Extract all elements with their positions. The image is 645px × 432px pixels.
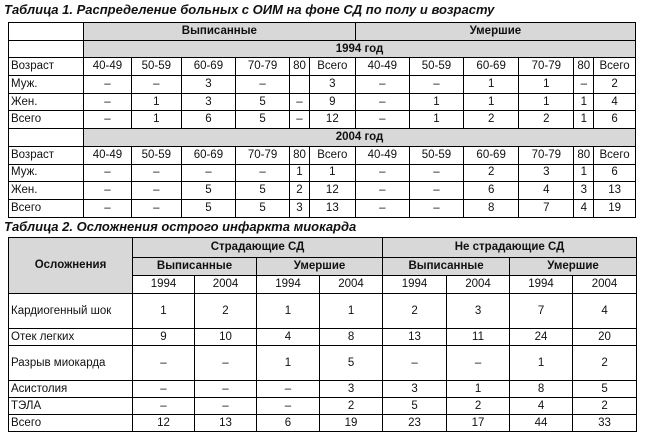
discharged-value: – <box>83 93 131 111</box>
discharged-value: 5 <box>235 111 289 129</box>
age-column-header: 70-79 <box>235 146 289 164</box>
discharged-value: 5 <box>235 199 289 217</box>
table-header-row <box>9 23 636 41</box>
died-value: – <box>355 164 409 182</box>
complication-label: Отек легких <box>9 329 133 346</box>
complication-value: 8 <box>320 329 383 346</box>
subgroup-header: Выписанные <box>383 258 510 276</box>
complication-value: 10 <box>195 329 257 346</box>
complication-value: – <box>133 398 195 415</box>
discharged-value: 9 <box>309 93 355 111</box>
complication-value: 7 <box>510 294 573 329</box>
table1-caption: Таблица 1. Распределение больных с ОИМ на фоне СД по полу и возрасту <box>4 2 495 17</box>
complication-value: 23 <box>383 415 447 432</box>
discharged-value: – <box>131 182 181 200</box>
discharged-value: 5 <box>181 182 235 200</box>
age-column-header: 70-79 <box>235 58 289 76</box>
died-value: 1 <box>464 76 519 94</box>
discharged-value: 3 <box>181 76 235 94</box>
discharged-value: – <box>83 199 131 217</box>
complication-value: 1 <box>257 294 320 329</box>
age-column-header: 80 <box>574 146 594 164</box>
age-column-header: Всего <box>309 146 355 164</box>
died-value: 13 <box>594 182 636 200</box>
table-row <box>9 164 636 182</box>
discharged-value: 1 <box>131 111 181 129</box>
group-header-non-diabetic: Не страдающие СД <box>383 238 637 258</box>
discharged-value: – <box>83 76 131 94</box>
subgroup-header: Умершие <box>510 258 637 276</box>
age-column-header: Всего <box>594 58 636 76</box>
complication-value: – <box>195 346 257 381</box>
discharged-value: – <box>83 111 131 129</box>
discharged-value: 12 <box>309 182 355 200</box>
died-value: 2 <box>464 164 519 182</box>
age-column-header: Всего <box>594 146 636 164</box>
complication-value: – <box>257 398 320 415</box>
complication-value: 17 <box>447 415 510 432</box>
complication-value: 1 <box>320 294 383 329</box>
row-label: Муж. <box>9 76 84 94</box>
complication-value: 2 <box>573 346 637 381</box>
discharged-value: 3 <box>290 199 310 217</box>
discharged-value: 2 <box>290 182 310 200</box>
died-value: 6 <box>594 164 636 182</box>
complication-label: Всего <box>9 415 133 432</box>
mi-complications-table <box>8 237 637 432</box>
year-blank-cell <box>9 40 84 58</box>
complication-value: 33 <box>573 415 637 432</box>
age-column-header: 60-69 <box>181 58 235 76</box>
age-column-header: 70-79 <box>519 58 574 76</box>
complication-value: 5 <box>320 346 383 381</box>
died-value: 1 <box>574 111 594 129</box>
complication-value: 13 <box>383 329 447 346</box>
age-label: Возраст <box>9 58 84 76</box>
discharged-value: – <box>131 199 181 217</box>
year-header: 2004 год <box>83 129 635 147</box>
complication-value: 4 <box>257 329 320 346</box>
year-column-header: 2004 <box>320 276 383 294</box>
discharged-value: 12 <box>309 111 355 129</box>
discharged-value <box>290 76 310 94</box>
died-value: 3 <box>574 182 594 200</box>
complication-value: 2 <box>447 398 510 415</box>
discharged-value: 5 <box>235 93 289 111</box>
age-header-row <box>9 146 636 164</box>
year-column-header: 1994 <box>510 276 573 294</box>
died-value: – <box>355 199 409 217</box>
complication-value: 1 <box>510 346 573 381</box>
complication-value: – <box>257 381 320 398</box>
died-value: 1 <box>574 164 594 182</box>
discharged-value: – <box>83 182 131 200</box>
discharged-value: – <box>235 164 289 182</box>
table-row <box>9 199 636 217</box>
corner-cell <box>9 23 84 41</box>
discharged-value: – <box>290 111 310 129</box>
discharged-value: 6 <box>181 111 235 129</box>
age-column-header: Всего <box>309 58 355 76</box>
complication-value: – <box>195 381 257 398</box>
table2-caption: Таблица 2. Осложнения острого инфаркта миокарда <box>4 219 357 234</box>
year-header: 1994 год <box>83 40 635 58</box>
discharged-value: – <box>181 164 235 182</box>
complication-value: – <box>447 346 510 381</box>
complication-value: – <box>195 398 257 415</box>
age-column-header: 60-69 <box>464 58 519 76</box>
complication-label: ТЭЛА <box>9 398 133 415</box>
discharged-value: 3 <box>309 76 355 94</box>
age-column-header: 50-59 <box>131 146 181 164</box>
table-row <box>9 346 637 381</box>
age-column-header: 40-49 <box>355 146 409 164</box>
age-column-header: 80 <box>290 146 310 164</box>
discharged-value: 3 <box>181 93 235 111</box>
died-value: 1 <box>519 93 574 111</box>
complication-value: 6 <box>257 415 320 432</box>
complication-value: 3 <box>320 381 383 398</box>
complication-value: – <box>133 381 195 398</box>
year-blank-cell <box>9 129 84 147</box>
year-row <box>9 129 636 147</box>
complication-value: 9 <box>133 329 195 346</box>
age-column-header: 50-59 <box>409 146 463 164</box>
discharged-value: – <box>83 164 131 182</box>
died-value: – <box>409 164 463 182</box>
discharged-value: 1 <box>309 164 355 182</box>
discharged-value: – <box>131 76 181 94</box>
year-column-header: 2004 <box>573 276 637 294</box>
discharged-value: 5 <box>181 199 235 217</box>
died-value: 2 <box>519 111 574 129</box>
died-value: 2 <box>594 76 636 94</box>
died-value: – <box>409 182 463 200</box>
table-header-row <box>9 238 637 258</box>
complication-value: 1 <box>133 294 195 329</box>
complication-label: Асистолия <box>9 381 133 398</box>
complication-value: 1 <box>447 381 510 398</box>
complication-value: 2 <box>573 398 637 415</box>
died-value: – <box>409 199 463 217</box>
complication-value: 4 <box>573 294 637 329</box>
year-column-header: 2004 <box>447 276 510 294</box>
complication-value: 44 <box>510 415 573 432</box>
died-value: 1 <box>409 111 463 129</box>
year-column-header: 1994 <box>257 276 320 294</box>
row-label: Всего <box>9 111 84 129</box>
discharged-value: 13 <box>309 199 355 217</box>
died-value: 7 <box>519 199 574 217</box>
discharged-value: 5 <box>235 182 289 200</box>
group-header-diabetic: Страдающие СД <box>133 238 383 258</box>
died-value: 1 <box>464 93 519 111</box>
complication-value: 4 <box>510 398 573 415</box>
complication-value: 12 <box>133 415 195 432</box>
died-value: 1 <box>574 93 594 111</box>
group-header-died: Умершие <box>355 23 635 41</box>
complication-value: 19 <box>320 415 383 432</box>
died-value: – <box>355 76 409 94</box>
age-column-header: 80 <box>574 58 594 76</box>
complication-label: Разрыв миокарда <box>9 346 133 381</box>
died-value: 3 <box>519 164 574 182</box>
table-row <box>9 294 637 329</box>
age-column-header: 60-69 <box>464 146 519 164</box>
died-value: 2 <box>464 111 519 129</box>
complication-value: 11 <box>447 329 510 346</box>
complication-value: 8 <box>510 381 573 398</box>
complication-value: 24 <box>510 329 573 346</box>
row-label: Муж. <box>9 164 84 182</box>
complication-label: Кардиогенный шок <box>9 294 133 329</box>
died-value: – <box>355 93 409 111</box>
died-value: 4 <box>519 182 574 200</box>
complication-value: 1 <box>257 346 320 381</box>
complication-value: 2 <box>383 294 447 329</box>
age-column-header: 70-79 <box>519 146 574 164</box>
table-row <box>9 398 637 415</box>
complication-value: 20 <box>573 329 637 346</box>
year-column-header: 2004 <box>195 276 257 294</box>
complication-value: 2 <box>195 294 257 329</box>
table-row <box>9 76 636 94</box>
died-value: – <box>355 111 409 129</box>
complication-value: 2 <box>320 398 383 415</box>
died-value: 4 <box>574 199 594 217</box>
age-column-header: 50-59 <box>409 58 463 76</box>
age-label: Возраст <box>9 146 84 164</box>
row-label: Жен. <box>9 93 84 111</box>
year-row <box>9 40 636 58</box>
subgroup-header: Умершие <box>257 258 383 276</box>
age-column-header: 80 <box>290 58 310 76</box>
table-row <box>9 329 637 346</box>
died-value: – <box>574 76 594 94</box>
died-value: 8 <box>464 199 519 217</box>
discharged-value: 1 <box>290 164 310 182</box>
age-column-header: 60-69 <box>181 146 235 164</box>
complication-value: 5 <box>383 398 447 415</box>
died-value: 1 <box>519 76 574 94</box>
subgroup-header: Выписанные <box>133 258 257 276</box>
group-header-discharged: Выписанные <box>83 23 355 41</box>
row-label: Жен. <box>9 182 84 200</box>
died-value: 6 <box>464 182 519 200</box>
died-value: 19 <box>594 199 636 217</box>
discharged-value: – <box>131 164 181 182</box>
died-value: – <box>409 76 463 94</box>
age-column-header: 40-49 <box>83 146 131 164</box>
year-column-header: 1994 <box>383 276 447 294</box>
row-label: Всего <box>9 199 84 217</box>
discharged-value: – <box>235 76 289 94</box>
complication-value: 3 <box>447 294 510 329</box>
complication-value: 3 <box>383 381 447 398</box>
age-column-header: 40-49 <box>355 58 409 76</box>
complication-value: 5 <box>573 381 637 398</box>
died-value: 1 <box>409 93 463 111</box>
table-row <box>9 93 636 111</box>
year-column-header: 1994 <box>133 276 195 294</box>
age-sex-distribution-table <box>8 22 636 218</box>
age-column-header: 50-59 <box>131 58 181 76</box>
table-row <box>9 111 636 129</box>
table-row <box>9 381 637 398</box>
complications-header: Осложнения <box>9 238 133 294</box>
table-row <box>9 182 636 200</box>
complication-value: 13 <box>195 415 257 432</box>
died-value: 6 <box>594 111 636 129</box>
complication-value: – <box>133 346 195 381</box>
age-header-row <box>9 58 636 76</box>
complication-value: – <box>383 346 447 381</box>
died-value: – <box>355 182 409 200</box>
died-value: 4 <box>594 93 636 111</box>
discharged-value: – <box>290 93 310 111</box>
discharged-value: 1 <box>131 93 181 111</box>
age-column-header: 40-49 <box>83 58 131 76</box>
